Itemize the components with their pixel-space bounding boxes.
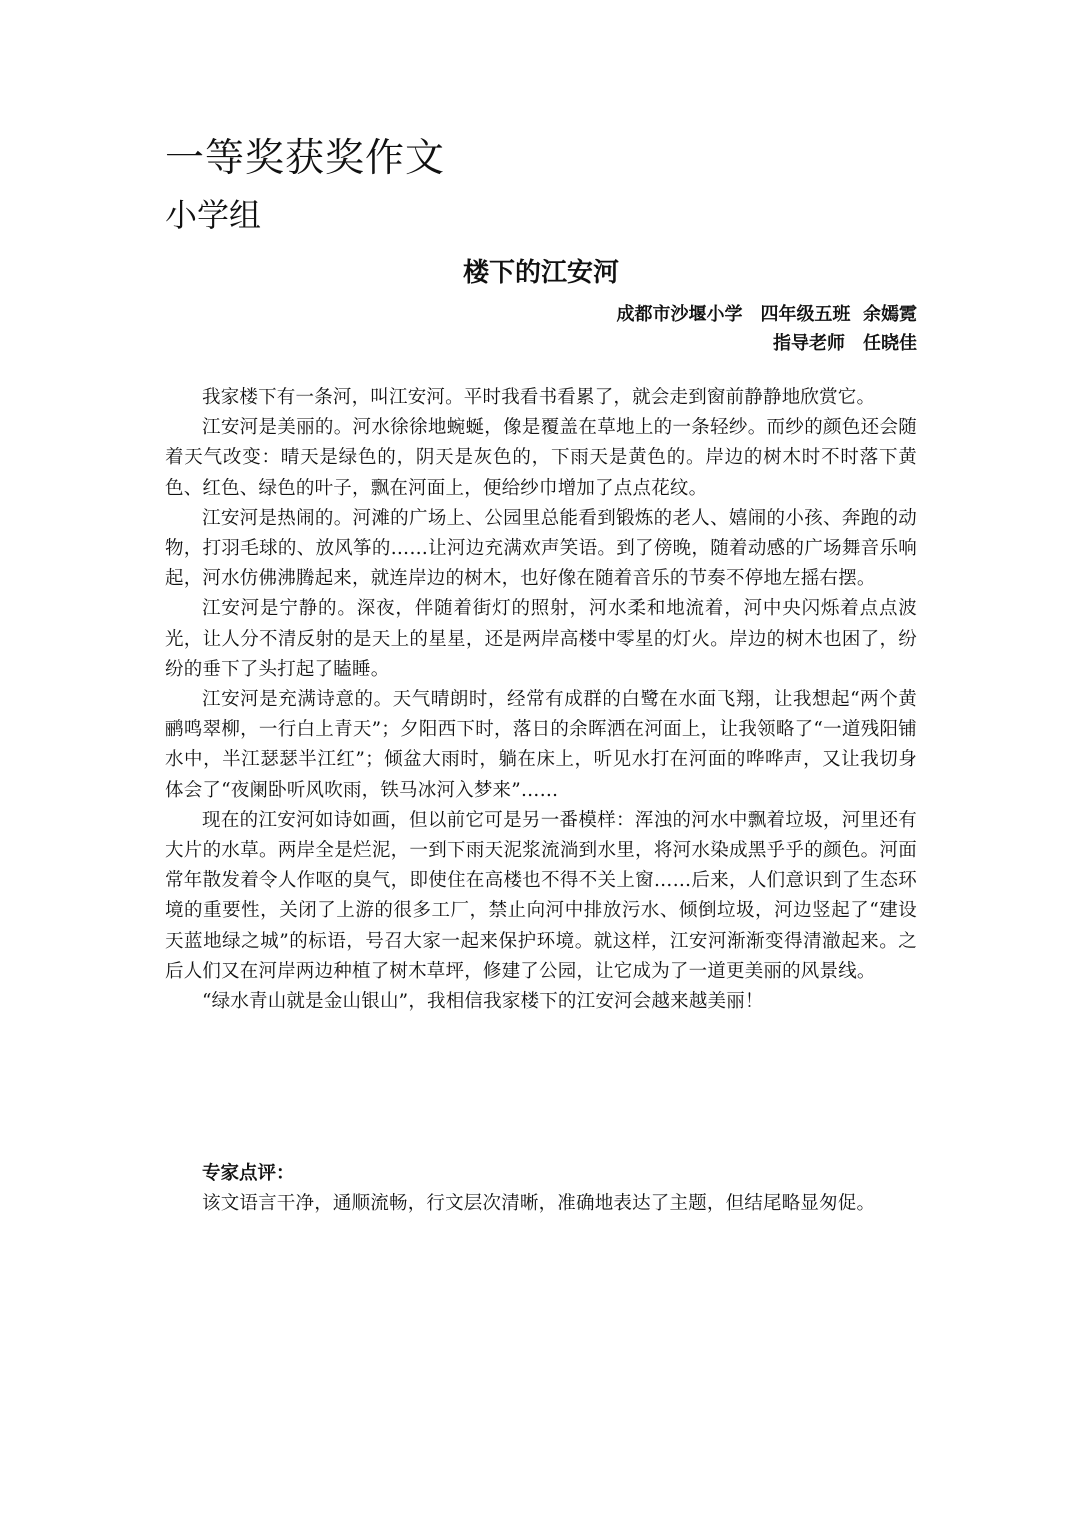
teacher-line: 指导老师 任晓佳 <box>773 333 917 354</box>
award-title: 一等奖获奖作文 <box>165 136 446 181</box>
author-line: 成都市沙堰小学 四年级五班 余嫣霓 <box>616 304 917 325</box>
essay-title: 楼下的江安河 <box>462 258 619 288</box>
essay-paragraph: 我家楼下有一条河，叫江安河。平时我看书看累了，就会走到窗前静静地欣赏它。 <box>202 387 876 408</box>
expert-comment-text: 该文语言干净，通顺流畅，行文层次清晰，准确地表达了主题，但结尾略显匆促。 <box>202 1193 876 1214</box>
essay-paragraph: 江安河是热闹的。河滩的广场上、公园里总能看到锻炼的老人、嬉闹的小孩、奔跑的动物，打羽毛球的、放风筝的……让河边充满欢声笑语。到了傍晚，随着动感的广场舞音乐响起，河水仿佛沸腾起来，就连岸边的树木，也好像在随着音乐的节奏不停地左摇右摆。 <box>165 507 917 590</box>
essay-paragraph: 江安河是美丽的。河水徐徐地蜿蜒，像是覆盖在草地上的一条轻纱。而纱的颜色还会随着天气改变：晴天是绿色的，阴天是灰色的，下雨天是黄色的。岸边的树木时不时落下黄色、红色、绿色的叶子，飘在河面上，便给纱巾增加了点点花纹。 <box>165 417 917 499</box>
essay-paragraph: 现在的江安河如诗如画，但以前它可是另一番模样：浑浊的河水中飘着垃圾，河里还有大片的水草。两岸全是烂泥，一到下雨天泥浆流淌到水里，将河水染成黑乎乎的颜色。河面常年散发着令人作呕的臭气，即使住在高楼也不得不关上窗……后来，人们意识到了生态环境的重要性，关闭了上游的很多工厂，禁止向河中排放污水、倾倒垃圾，河边竖起了“建设天蓝地绿之城”的标语，号召大家一起来保护环境。就这样，江安河渐渐变得清澈起来。之后人们又在河岸两边种植了树木草坪，修建了公园，让它成为了一道更美丽的风景线。 <box>165 809 917 982</box>
essay-paragraph: 江安河是宁静的。深夜，伴随着街灯的照射，河水柔和地流着，河中央闪烁着点点波光，让人分不清反射的是天上的星星，还是两岸高楼中零星的灯火。岸边的树木也困了，纷纷的垂下了头打起了瞌睡。 <box>165 598 917 680</box>
group-title: 小学组 <box>165 196 262 234</box>
essay-paragraph: 江安河是充满诗意的。天气晴朗时，经常有成群的白鹭在水面飞翔，让我想起“两个黄鹂鸣翠柳，一行白上青天”；夕阳西下时，落日的余晖洒在河面上，让我领略了“一道残阳铺水中，半江瑟瑟半江红”；倾盆大雨时，躺在床上，听见水打在河面的哗哗声，又让我切身体会了“夜阑卧听风吹雨，铁马冰河入梦来”…… <box>165 689 917 801</box>
essay-body <box>165 383 917 1017</box>
essay-paragraph: “绿水青山就是金山银山”，我相信我家楼下的江安河会越来越美丽！ <box>202 991 764 1013</box>
expert-comment <box>165 1159 917 1219</box>
expert-comment-label: 专家点评： <box>202 1163 295 1184</box>
byline <box>616 300 917 358</box>
